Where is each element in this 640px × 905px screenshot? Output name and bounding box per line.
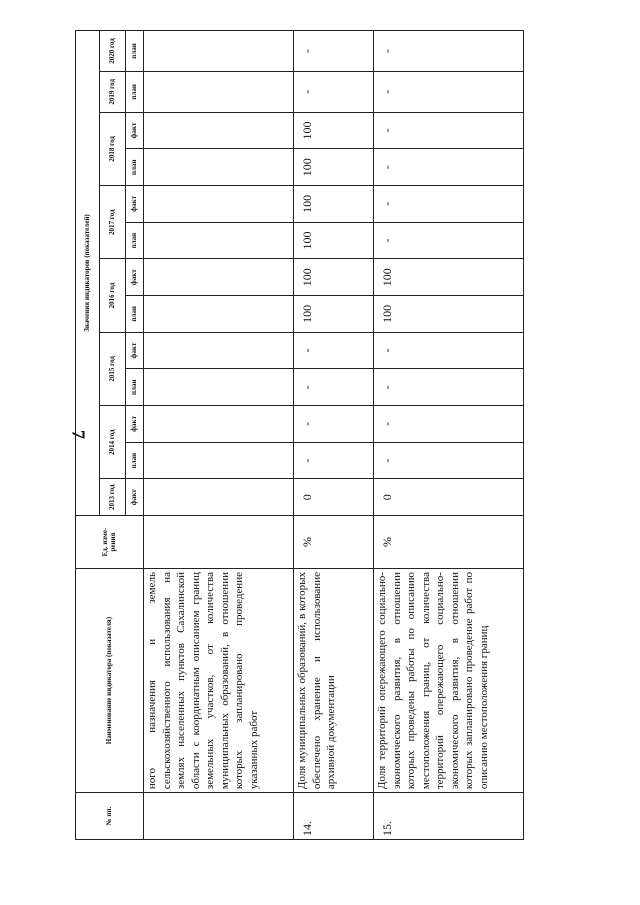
header-year: 2018 год bbox=[100, 112, 126, 185]
row-unit: % bbox=[374, 516, 524, 569]
value-cell: - bbox=[374, 71, 524, 112]
header-fact: факт bbox=[126, 479, 144, 516]
table-row bbox=[294, 31, 374, 840]
row-number bbox=[144, 793, 294, 840]
header-plan: план bbox=[126, 31, 144, 72]
indicators-table bbox=[75, 30, 524, 840]
row-indicator-name: Доля муниципальных образований, в которых обеспечено хранение и использование архивной документации bbox=[294, 569, 374, 793]
row-unit: % bbox=[294, 516, 374, 569]
header-year: 2017 год bbox=[100, 186, 126, 259]
row-number: 14. bbox=[294, 793, 374, 840]
header-year: 2016 год bbox=[100, 259, 126, 332]
value-cell bbox=[144, 369, 294, 406]
header-fact: факт bbox=[126, 259, 144, 296]
table-row bbox=[144, 31, 294, 840]
value-cell: - bbox=[374, 186, 524, 223]
value-cell bbox=[144, 406, 294, 443]
value-cell bbox=[144, 296, 294, 333]
header-plan: план bbox=[126, 369, 144, 406]
value-cell bbox=[144, 259, 294, 296]
header-unit: Ед. изме-рения bbox=[76, 516, 144, 569]
header-year: 2014 год bbox=[100, 406, 126, 479]
value-cell: - bbox=[374, 112, 524, 149]
value-cell bbox=[144, 479, 294, 516]
value-cell: - bbox=[294, 442, 374, 479]
value-cell: 100 bbox=[294, 259, 374, 296]
value-cell bbox=[144, 31, 294, 72]
header-year: 2015 год bbox=[100, 332, 126, 405]
header-year: 2020 год bbox=[100, 31, 126, 72]
row-number: 15. bbox=[374, 793, 524, 840]
header-plan: план bbox=[126, 222, 144, 259]
header-values: Значения индикаторов (показателей) bbox=[76, 31, 100, 516]
value-cell: 100 bbox=[294, 222, 374, 259]
header-plan: план bbox=[126, 442, 144, 479]
value-cell: - bbox=[294, 369, 374, 406]
header-plan: план bbox=[126, 149, 144, 186]
value-cell: 100 bbox=[374, 296, 524, 333]
table-row bbox=[374, 31, 524, 840]
value-cell bbox=[144, 71, 294, 112]
value-cell bbox=[144, 149, 294, 186]
value-cell: 100 bbox=[294, 296, 374, 333]
header-fact: факт bbox=[126, 406, 144, 443]
header-plan: план bbox=[126, 296, 144, 333]
page-number: 7 bbox=[68, 430, 89, 439]
header-plan: план bbox=[126, 71, 144, 112]
value-cell: 100 bbox=[294, 186, 374, 223]
value-cell: 0 bbox=[294, 479, 374, 516]
value-cell: - bbox=[374, 149, 524, 186]
value-cell: - bbox=[294, 406, 374, 443]
row-indicator-name: Доля территорий опережающего социально-экономического развития, в отношении которых проведены работы по описанию местоположения границ, от количества территорий опережающего социально-экономического развития, в отношении которых запланировано проведение работ по описанию местоположения границ bbox=[374, 569, 524, 793]
value-cell bbox=[144, 442, 294, 479]
header-no: № пп. bbox=[76, 793, 144, 840]
header-fact: факт bbox=[126, 332, 144, 369]
header-year: 2019 год bbox=[100, 71, 126, 112]
value-cell: - bbox=[374, 442, 524, 479]
rotated-table-page bbox=[75, 30, 605, 840]
row-indicator-name: ного назначения и земель сельскохозяйственного использования на землях населенных пунктов Сахалинской области с координатным описанием границ земельных участков, от количества муниципальных образований, в отношении которых запланировано проведение указанных работ bbox=[144, 569, 294, 793]
header-fact: факт bbox=[126, 112, 144, 149]
value-cell: 100 bbox=[294, 149, 374, 186]
value-cell: - bbox=[294, 31, 374, 72]
value-cell: - bbox=[294, 71, 374, 112]
value-cell: - bbox=[374, 332, 524, 369]
header-name: Наименование индикатора (показателя) bbox=[76, 569, 144, 793]
value-cell: 100 bbox=[294, 112, 374, 149]
value-cell: - bbox=[374, 222, 524, 259]
value-cell: - bbox=[294, 332, 374, 369]
value-cell: - bbox=[374, 406, 524, 443]
value-cell: - bbox=[374, 369, 524, 406]
value-cell: 100 bbox=[374, 259, 524, 296]
value-cell bbox=[144, 112, 294, 149]
header-fact: факт bbox=[126, 186, 144, 223]
value-cell: - bbox=[374, 31, 524, 72]
value-cell bbox=[144, 332, 294, 369]
row-unit bbox=[144, 516, 294, 569]
value-cell: 0 bbox=[374, 479, 524, 516]
header-year: 2013 год bbox=[100, 479, 126, 516]
value-cell bbox=[144, 186, 294, 223]
value-cell bbox=[144, 222, 294, 259]
